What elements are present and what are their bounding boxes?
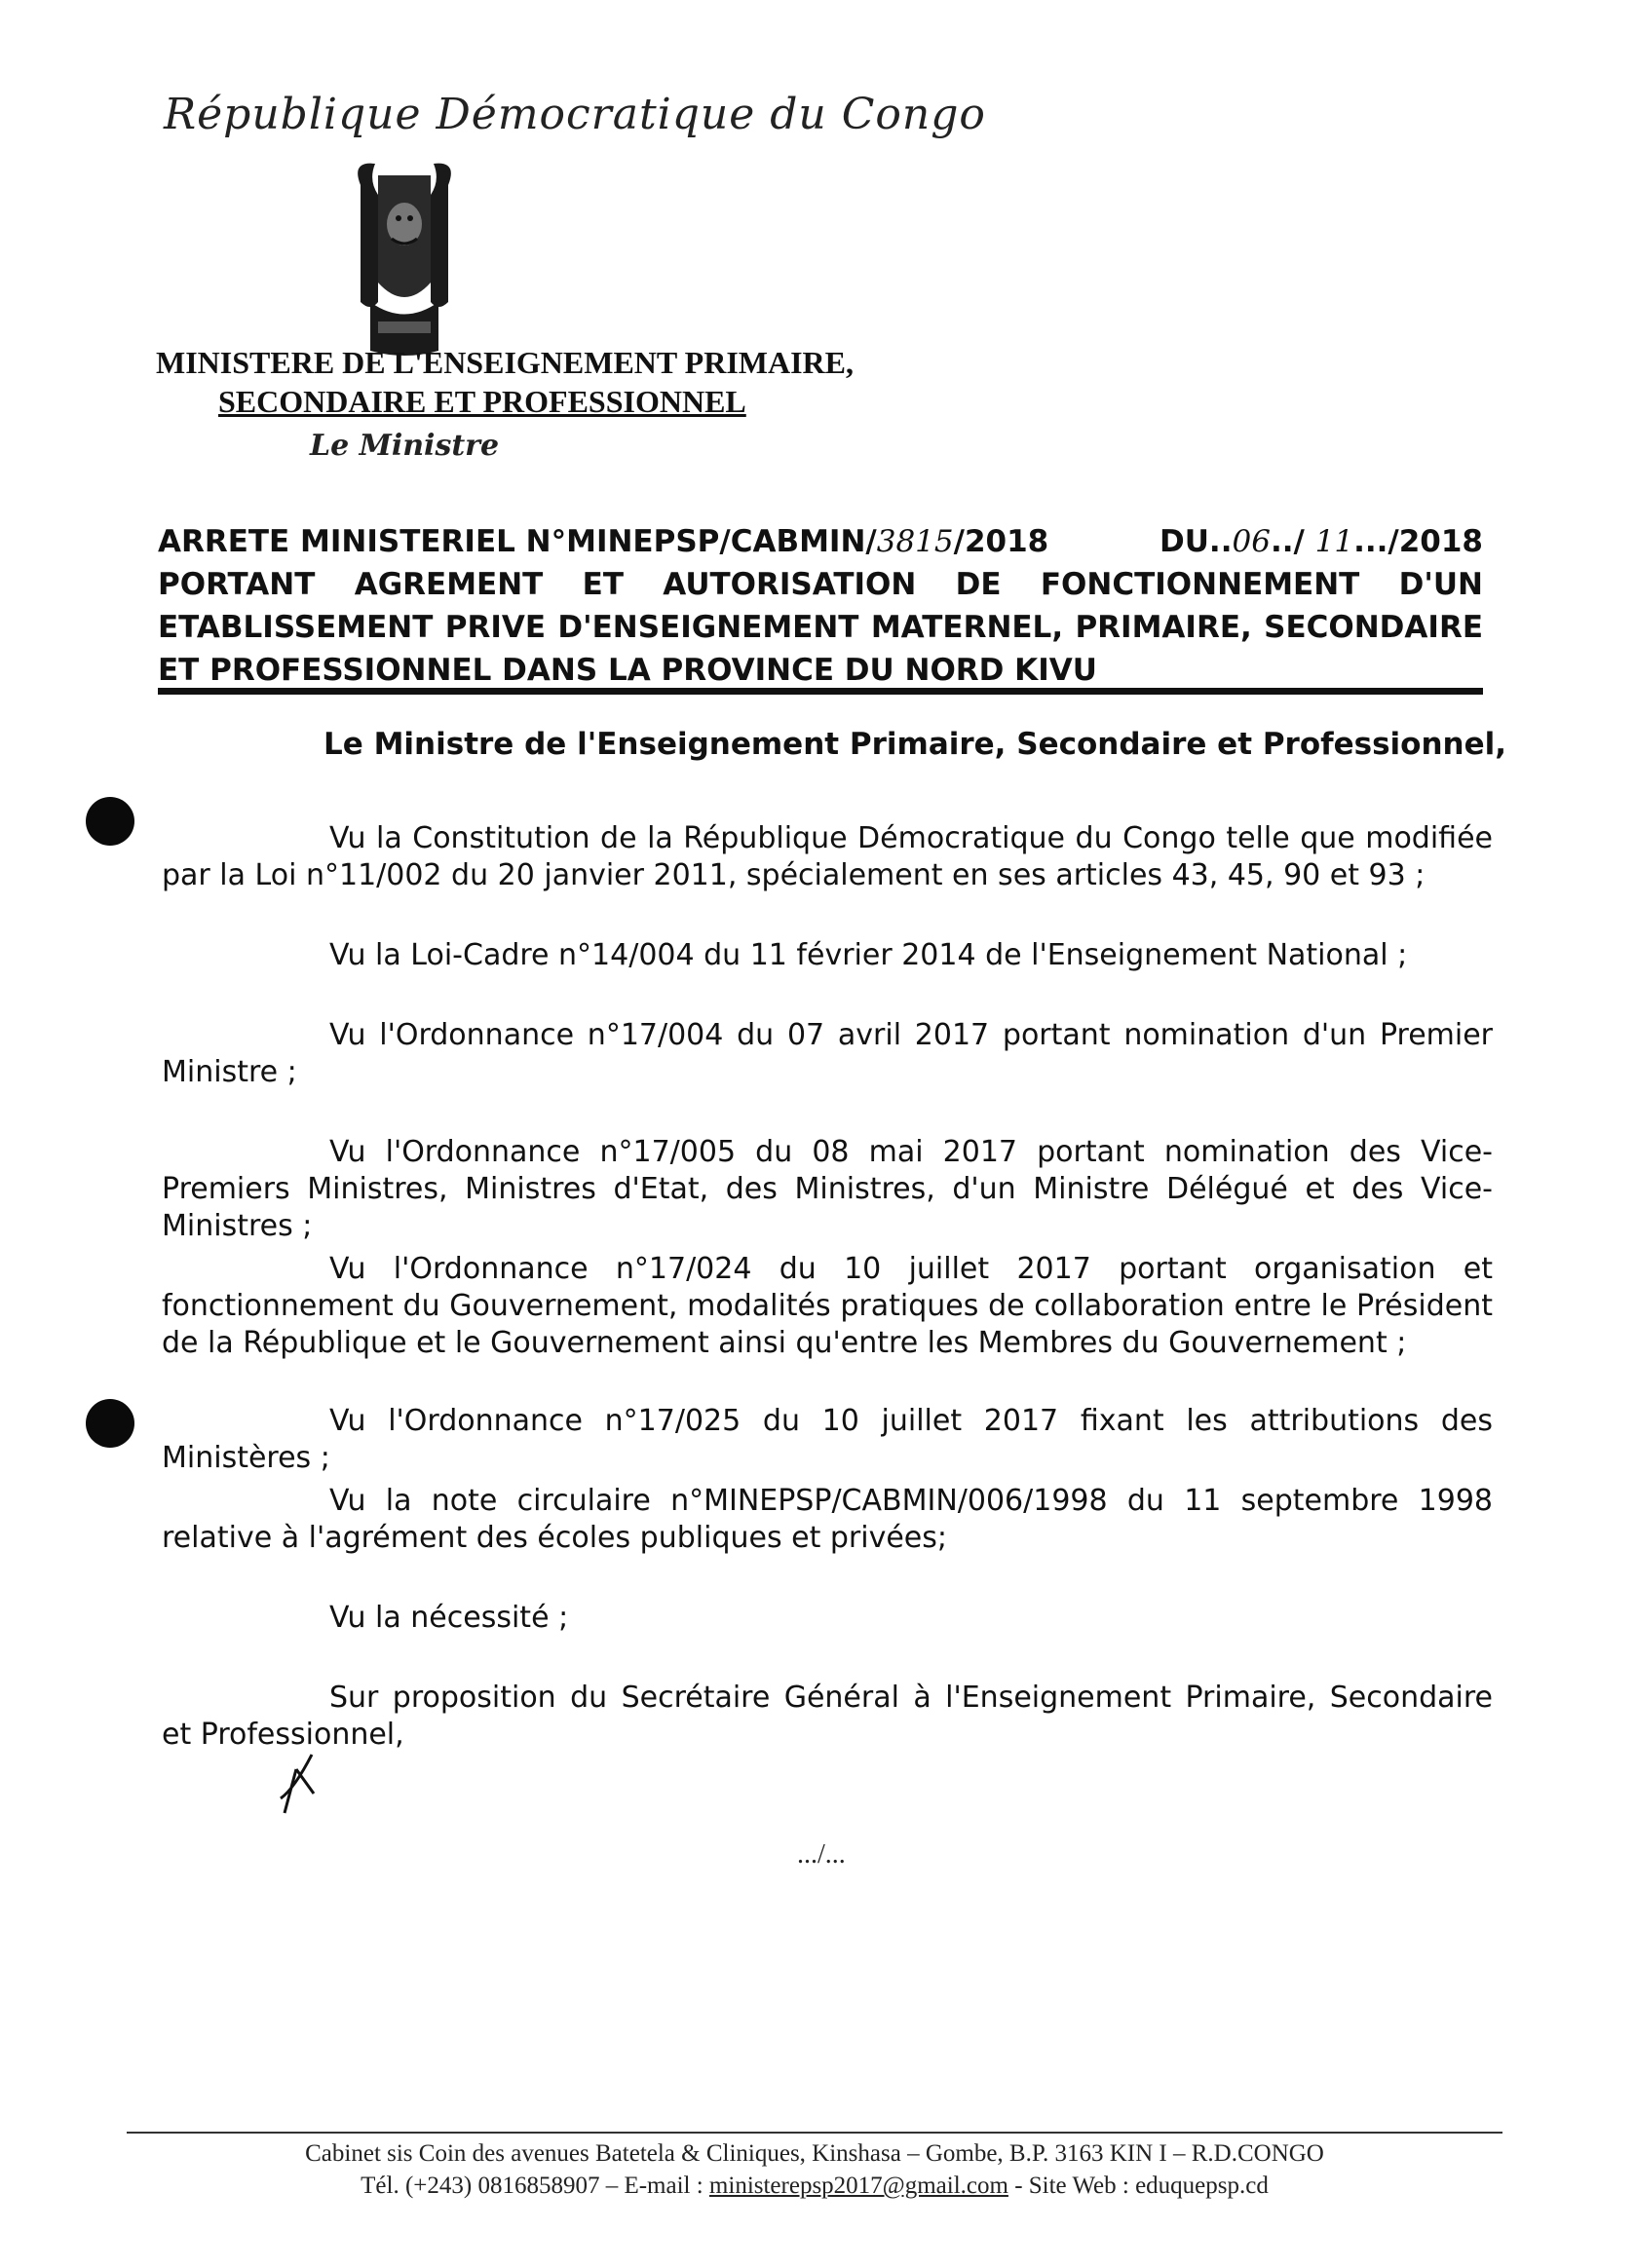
considerant-ordonnance-025: Vu l'Ordonnance n°17/025 du 10 juillet 2017 fixant les attributions des Ministères ; [162, 1404, 1493, 1475]
title-divider [158, 688, 1483, 695]
considerant-ordonnance-004: Vu l'Ordonnance n°17/004 du 07 avril 2017 portant nomination d'un Premier Ministre ; [162, 1018, 1493, 1089]
arrete-line-4: ET PROFESSIONNEL DANS LA PROVINCE DU NORD KIVU [158, 653, 1097, 688]
considerant-necessite: Vu la nécessité ; [329, 1601, 569, 1635]
ministry-line-1: MINISTERE DE L'ENSEIGNEMENT PRIMAIRE, [156, 345, 854, 380]
considerant-note-circulaire: Vu la note circulaire n°MINEPSP/CABMIN/006/1998 du 11 septembre 1998 relative à l'agrément des écoles publiques et privées; [162, 1484, 1493, 1555]
page-continuation: .../... [797, 1839, 846, 1870]
ministry-line-2: SECONDAIRE ET PROFESSIONNEL [218, 384, 746, 419]
arrete-month-handwritten: 11 [1314, 524, 1354, 559]
arrete-line-2: PORTANT AGREMENT ET AUTORISATION DE FONCTIONNEMENT D'UN [158, 567, 1483, 602]
arrete-title-block [158, 520, 1483, 692]
footer-contact: Tél. (+243) 0816858907 – E-mail : ministerepsp2017@gmail.com - Site Web : eduquepsp.cd [361, 2173, 1269, 2199]
arrete-line-1 [158, 520, 1483, 563]
considerant-constitution: Vu la Constitution de la République Démocratique du Congo telle que modifiée par la Loi n°11/002 du 20 janvier 2011, spécialement en ses articles 43, 45, 90 et 93 ; [162, 821, 1493, 892]
arrete-label: ARRETE MINISTERIEL N°MINEPSP/CABMIN/3815/2018 [158, 524, 1049, 559]
considerant-ordonnance-005: Vu l'Ordonnance n°17/005 du 08 mai 2017 portant nomination des Vice-Premiers Ministres, Ministres d'Etat, des Ministres, d'un Ministre Délégué et des Vice-Ministres ; [162, 1135, 1493, 1243]
le-ministre-signature-title: Le Ministre [310, 429, 500, 463]
punch-hole-mark [86, 1399, 134, 1448]
punch-hole-mark [86, 797, 134, 846]
ministre-heading: Le Ministre de l'Enseignement Primaire, Secondaire et Professionnel, [323, 727, 1507, 762]
footer-email-link[interactable]: ministerepsp2017@gmail.com [708, 2173, 1008, 2199]
considerant-loi-cadre: Vu la Loi-Cadre n°14/004 du 11 février 2014 de l'Enseignement National ; [329, 938, 1408, 972]
footer-divider [127, 2132, 1502, 2134]
country-heading: République Démocratique du Congo [164, 90, 986, 139]
considerant-ordonnance-024: Vu l'Ordonnance n°17/024 du 10 juillet 2017 portant organisation et fonctionnement du Gouvernement, modalités pratiques de collaboration entre le Président de la République et le Gouvernement ainsi qu'entre les Membres du Gouvernement ; [162, 1252, 1493, 1360]
arrete-date: DU..06../ 11.../2018 [1160, 524, 1483, 559]
footer-address: Cabinet sis Coin des avenues Batetela & Cliniques, Kinshasa – Gombe, B.P. 3163 KIN I – R.D.CONGO [305, 2140, 1324, 2167]
arrete-number-handwritten: 3815 [876, 524, 954, 559]
coat-of-arms-emblem [331, 156, 477, 360]
handwritten-initial-mark [275, 1750, 323, 1818]
footer [127, 2137, 1502, 2202]
ministry-heading [156, 343, 854, 421]
considerant-proposition: Sur proposition du Secrétaire Général à l'Enseignement Primaire, Secondaire et Professionnel, [162, 1681, 1493, 1752]
arrete-line-3: ETABLISSEMENT PRIVE D'ENSEIGNEMENT MATERNEL, PRIMAIRE, SECONDAIRE [158, 610, 1483, 645]
arrete-day-handwritten: 06 [1232, 524, 1271, 559]
